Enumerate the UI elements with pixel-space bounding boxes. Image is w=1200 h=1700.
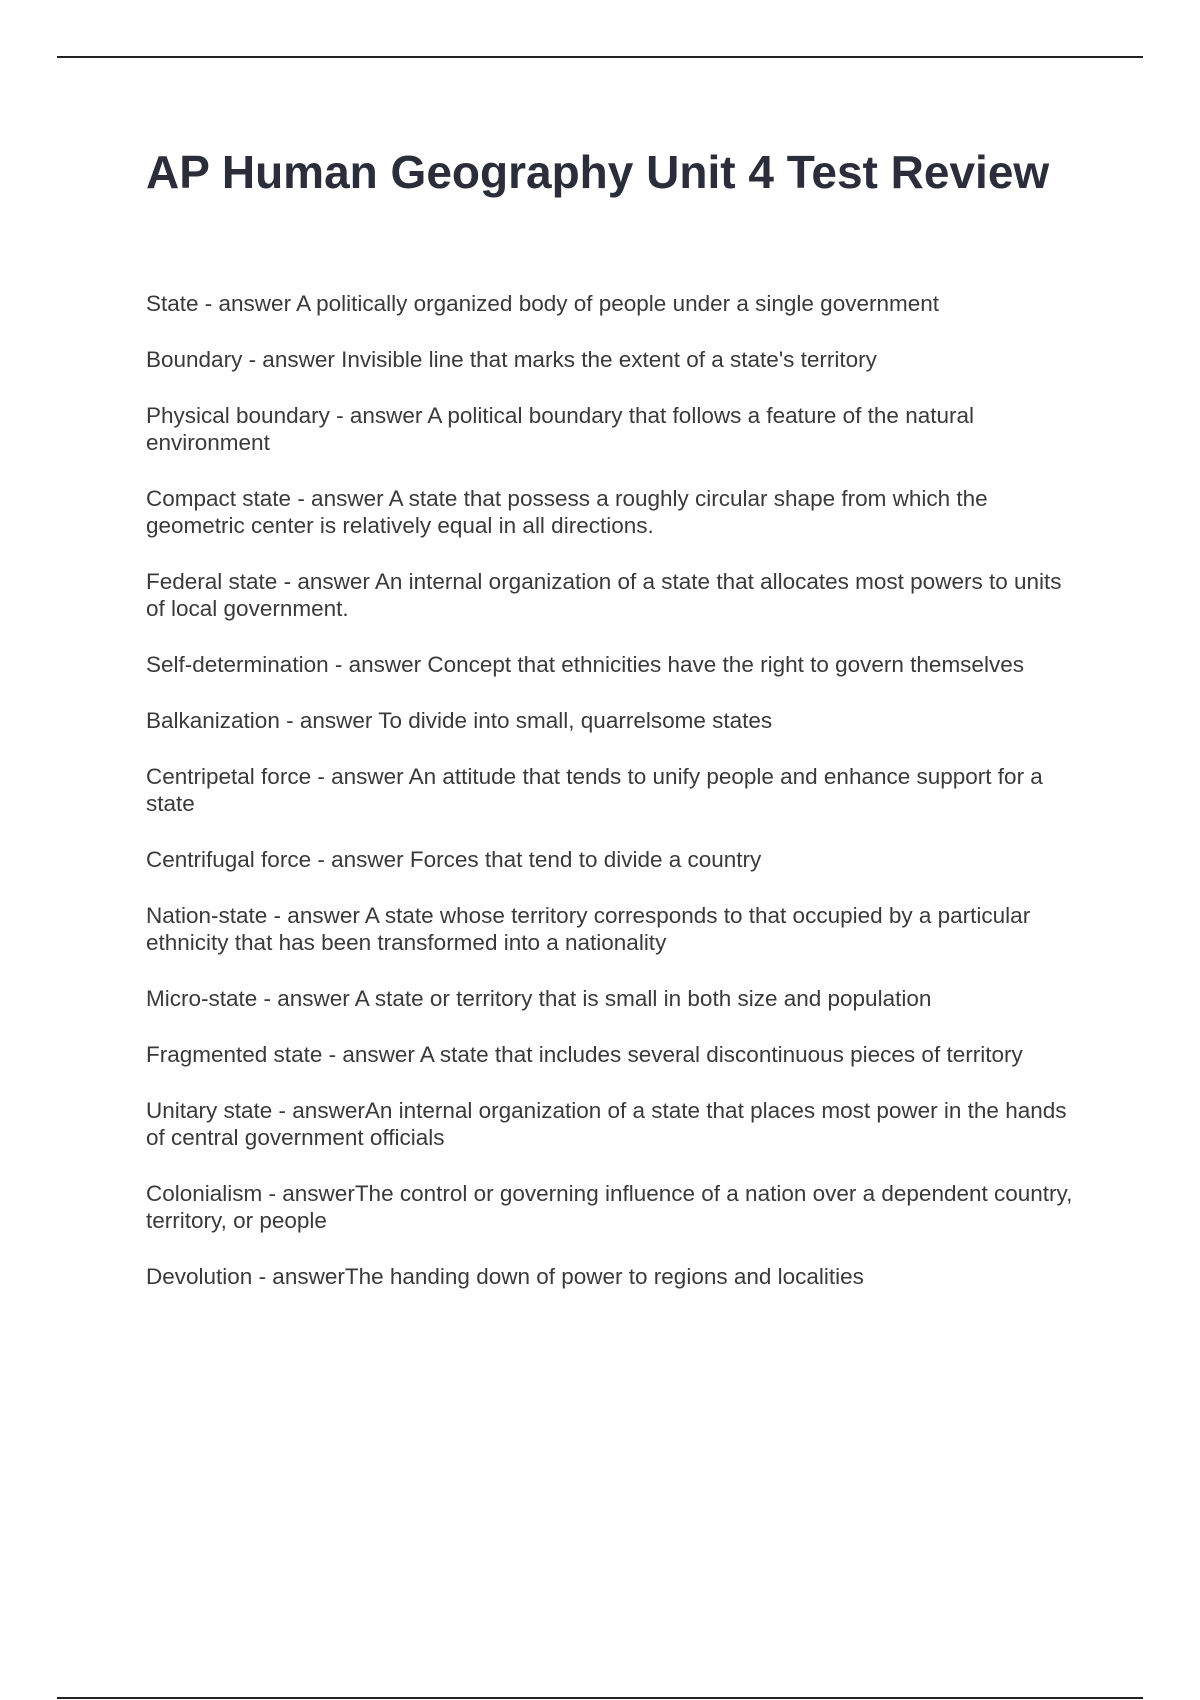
term-item: Boundary - answer Invisible line that marks the extent of a state's territory — [146, 347, 877, 372]
term-item: State - answer A politically organized body of people under a single government — [146, 291, 939, 316]
term-item: Balkanization - answer To divide into small, quarrelsome states — [146, 708, 773, 733]
bottom-divider — [57, 1697, 1143, 1699]
term-list — [146, 290, 1076, 1290]
term-item: Compact state - answer A state that possess a roughly circular shape from which the geometric center is relatively equal in all directions. — [146, 486, 988, 538]
document-body — [146, 144, 1076, 1319]
page-title: AP Human Geography Unit 4 Test Review — [146, 146, 1050, 198]
term-item: Micro-state - answer A state or territory that is small in both size and population — [146, 986, 932, 1011]
term-item: Self-determination - answer Concept that ethnicities have the right to govern themselves — [146, 652, 1024, 677]
term-item: Nation-state - answer A state whose territory corresponds to that occupied by a particular ethnicity that has been transformed into a nationality — [146, 903, 1031, 955]
term-item: Federal state - answer An internal organization of a state that allocates most powers to units of local government. — [146, 569, 1062, 621]
term-item: Colonialism - answerThe control or governing influence of a nation over a dependent country, territory, or people — [146, 1181, 1073, 1233]
term-item: Unitary state - answerAn internal organization of a state that places most power in the hands of central government officials — [146, 1098, 1067, 1150]
term-item: Physical boundary - answer A political boundary that follows a feature of the natural environment — [146, 403, 974, 455]
term-item: Devolution - answerThe handing down of power to regions and localities — [146, 1264, 864, 1289]
term-item: Centripetal force - answer An attitude that tends to unify people and enhance support for a state — [146, 764, 1043, 816]
term-item: Fragmented state - answer A state that includes several discontinuous pieces of territory — [146, 1042, 1023, 1067]
top-divider — [57, 56, 1143, 58]
term-item: Centrifugal force - answer Forces that tend to divide a country — [146, 847, 762, 872]
